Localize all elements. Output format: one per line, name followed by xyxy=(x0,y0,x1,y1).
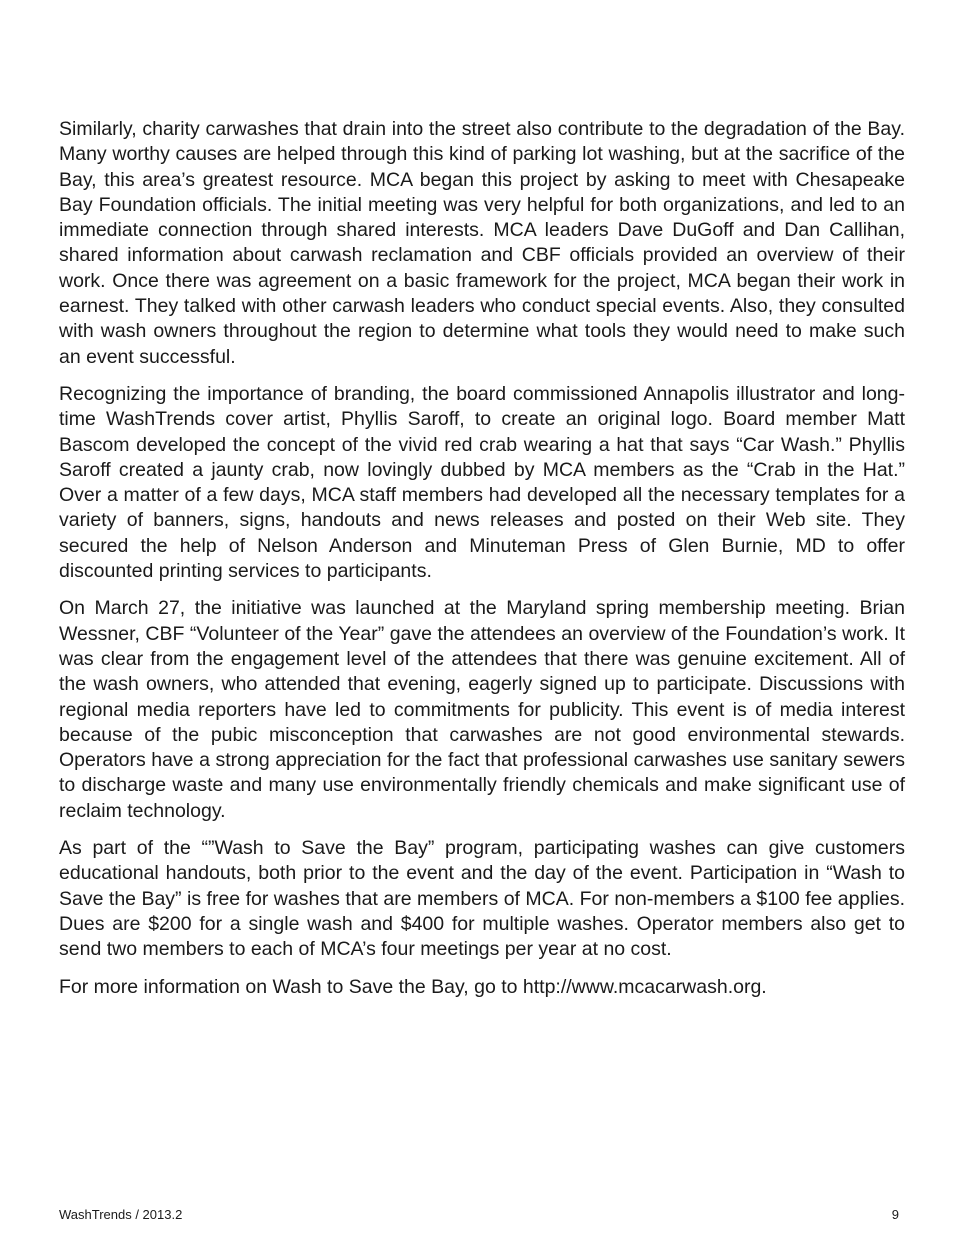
publication-label: WashTrends / 2013.2 xyxy=(59,1207,183,1222)
paragraph-initiative-launch: On March 27, the initiative was launched at the Maryland spring membership meeting. Brian Wessner, CBF “Volunteer of the Year” gave the attendees an overview of the Foundation’s work. It was clear from the engagement level of the attendees that there was genuine excitement. All of the wash owners, who attended that evening, eagerly signed up to participate. Discussions with regional media reporters have led to commitments for publicity. This event is of media interest because of the pubic misconception that carwashes are not good environmental stewards. Operators have a strong appreciation for the fact that professional carwashes use sanitary sewers to discharge waste and many use environmentally friendly chemicals and make significant use of reclaim technology. xyxy=(59,597,905,822)
paragraph-charity-carwashes: Similarly, charity carwashes that drain into the street also contribute to the degradation of the Bay. Many worthy causes are helped through this kind of parking lot washing, but at the sacrifice of the Bay, this area’s greatest resource. MCA began this project by asking to meet with Chesapeake Bay Foundation officials. The initial meeting was very helpful for both organizations, and led to an immediate connection through shared interests. MCA leaders Dave DuGoff and Dan Callihan, shared information about carwash reclamation and CBF officials provided an overview of their work. Once there was agreement on a basic framework for the project, MCA began their work in earnest. They talked with other carwash leaders who conduct special events. Also, they consulted with wash owners throughout the region to determine what tools they would need to make such an event successful. xyxy=(59,118,905,368)
paragraph-more-information: For more information on Wash to Save the Bay, go to http://www.mcacarwash.org. xyxy=(59,975,767,998)
page-number: 9 xyxy=(891,1207,899,1222)
paragraph-program-details: As part of the “”Wash to Save the Bay” program, participating washes can give customers educational handouts, both prior to the event and the day of the event. Participation in “Wash to Save the Bay” is free for washes that are members of MCA. For non-members a $100 fee applies. Dues are $200 for a single wash and $400 for multiple washes. Operator members also get to send two members to each of MCA’s four meetings per year at no cost. xyxy=(59,837,905,961)
article-body xyxy=(59,117,905,1012)
paragraph-branding: Recognizing the importance of branding, the board commissioned Annapolis illustrator and long-time WashTrends cover artist, Phyllis Saroff, to create an original logo. Board member Matt Bascom developed the concept of the vivid red crab wearing a hat that says “Car Wash.” Phyllis Saroff created a jaunty crab, now lovingly dubbed by MCA members as the “Crab in the Hat.” Over a matter of a few days, MCA staff members had developed all the necessary templates for a variety of banners, signs, handouts and news releases and posted on their Web site. They secured the help of Nelson Anderson and Minuteman Press of Glen Burnie, MD to offer discounted printing services to participants. xyxy=(59,382,905,583)
